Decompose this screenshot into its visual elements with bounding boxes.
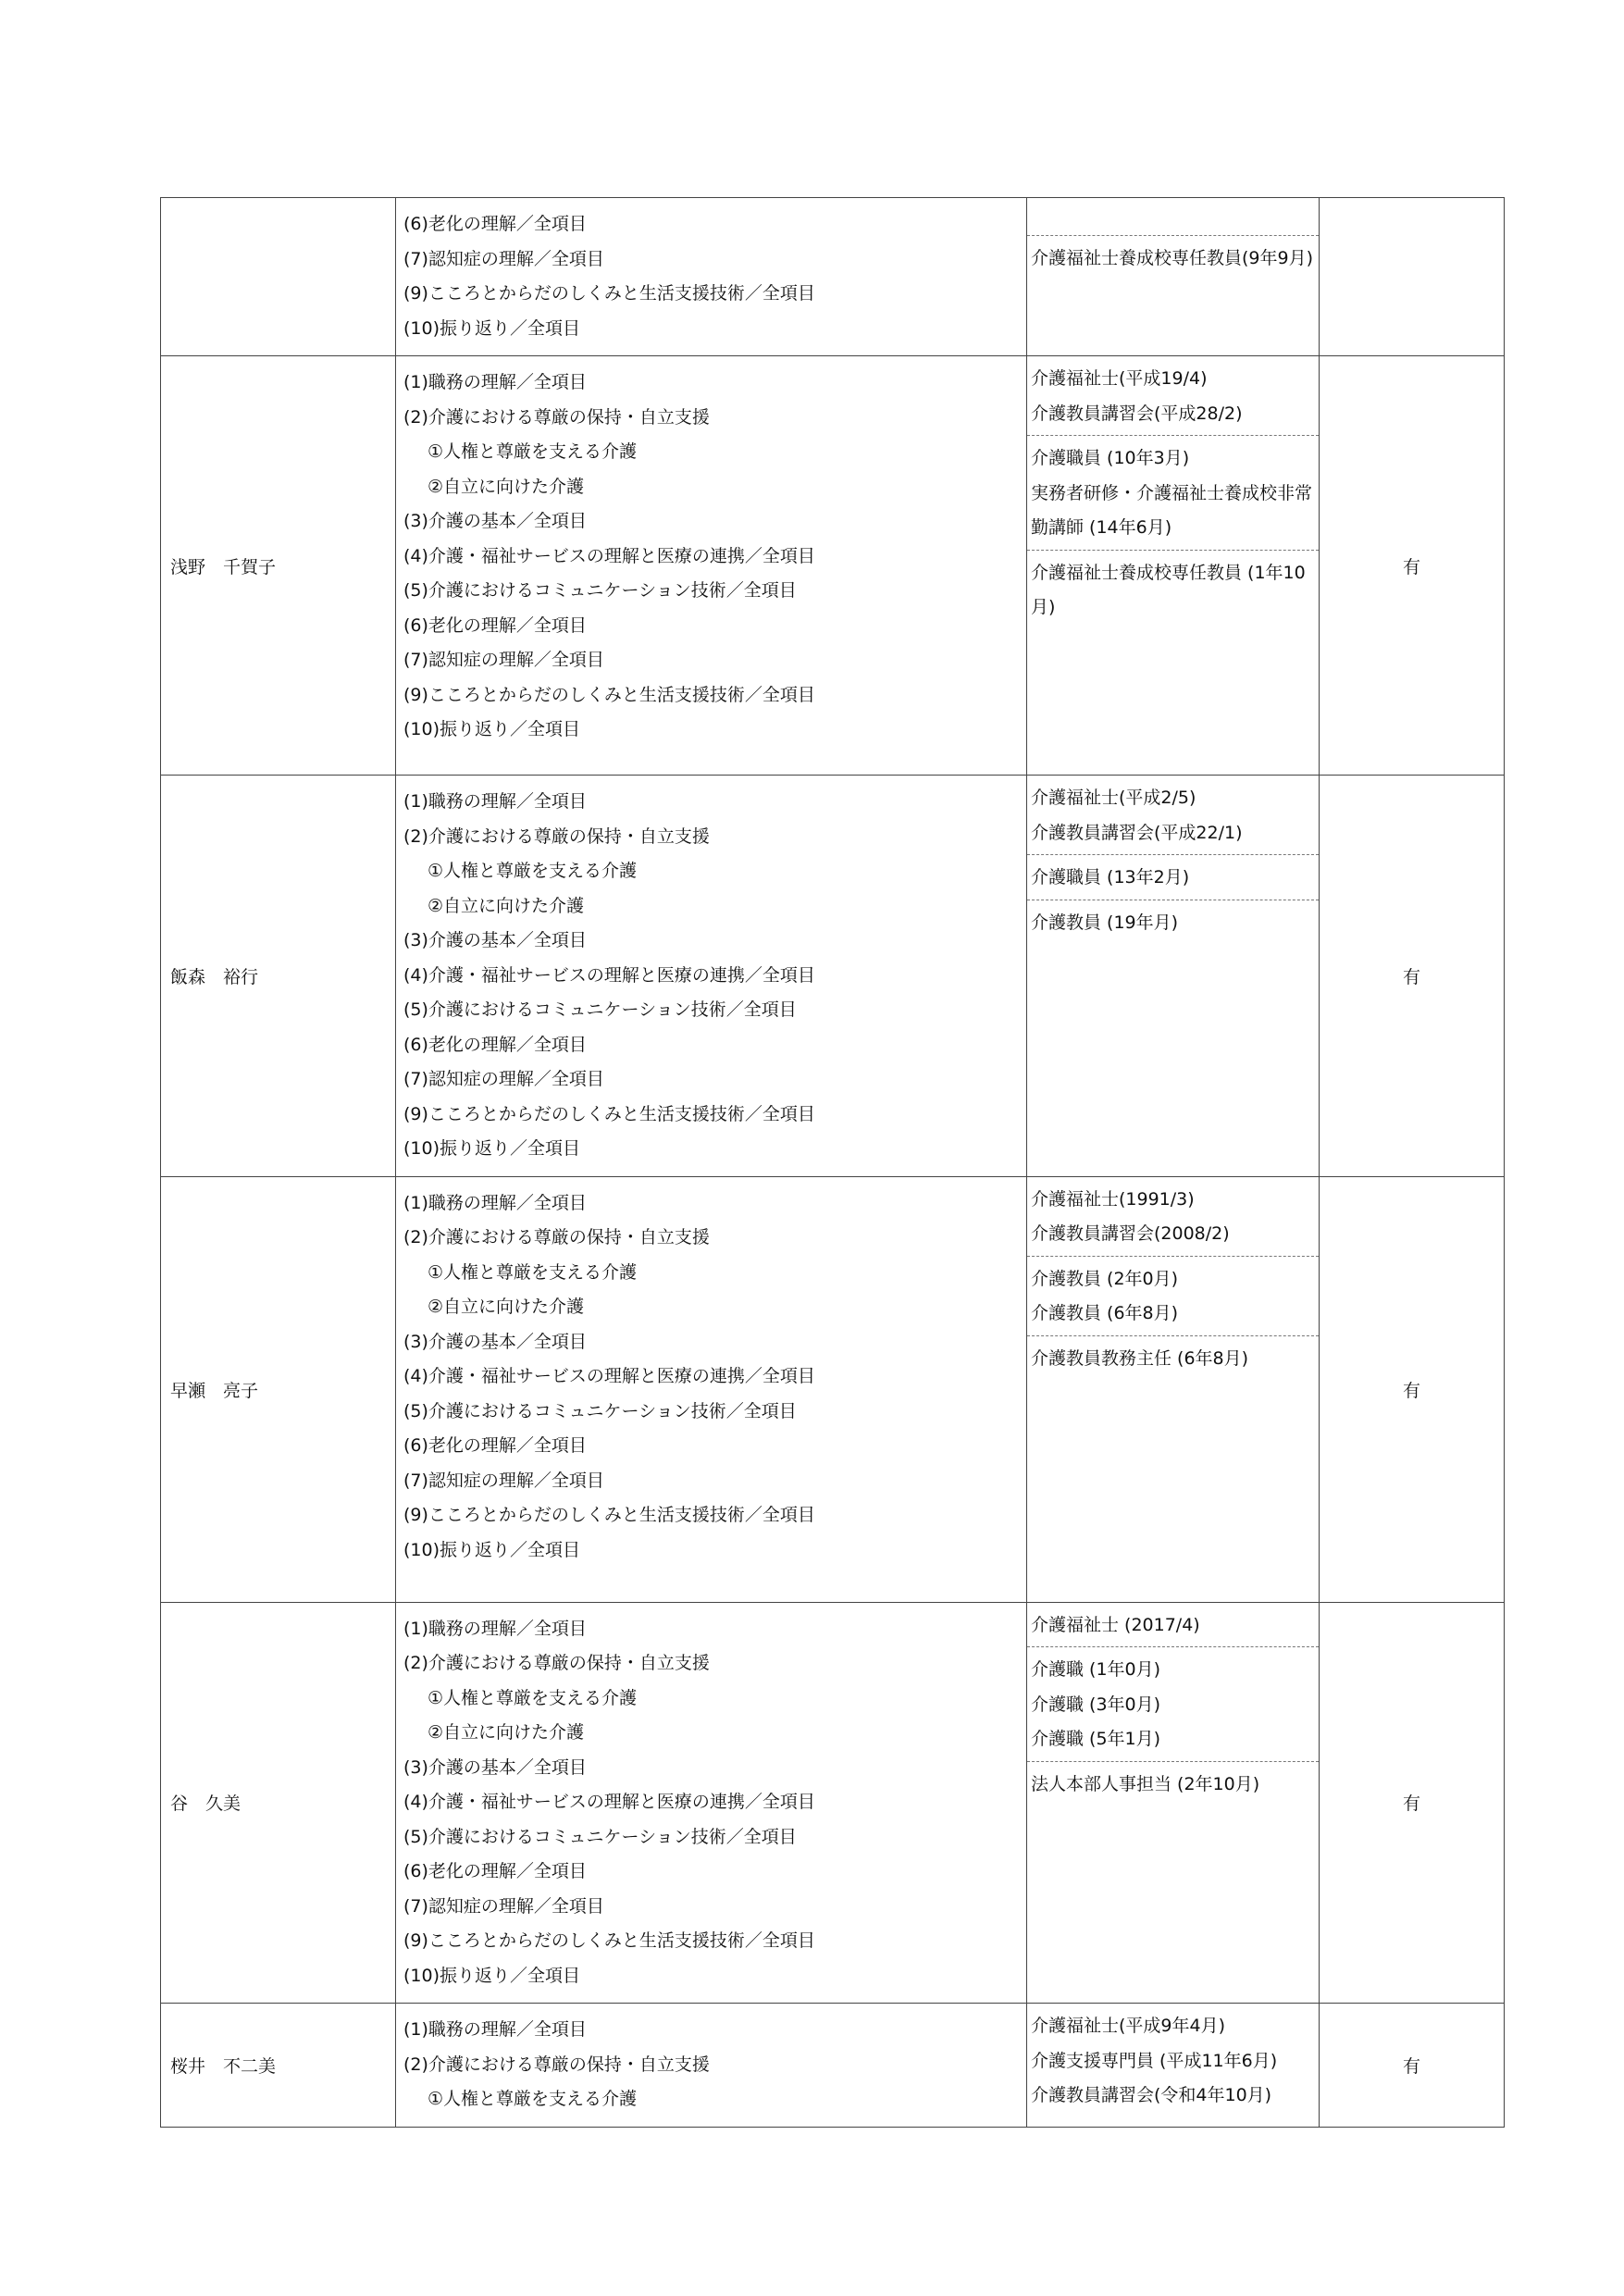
subject-item: (5)介護におけるコミュニケーション技術／全項目 xyxy=(403,1826,797,1847)
qualification-item: 介護教員講習会(平成22/1) xyxy=(1031,822,1243,843)
subject-item: (3)介護の基本／全項目 xyxy=(403,1756,587,1778)
availability-flag: 有 xyxy=(1320,776,1505,1177)
subject-item: (6)老化の理解／全項目 xyxy=(403,1034,587,1055)
subject-item: (3)介護の基本／全項目 xyxy=(403,511,587,531)
subject-item: (2)介護における尊厳の保持・自立支援 xyxy=(403,1227,710,1247)
qualification-item: 介護福祉士養成校専任教員 (1年10月) xyxy=(1031,562,1306,617)
qualification-item: 介護職 (5年1月) xyxy=(1031,1729,1161,1749)
subject-item: ①人権と尊厳を支える介護 xyxy=(428,1261,638,1283)
subject-item: (7)認知症の理解／全項目 xyxy=(403,650,604,670)
subject-item: ②自立に向けた介護 xyxy=(428,1297,585,1317)
subject-item: (7)認知症の理解／全項目 xyxy=(403,1470,604,1491)
subject-item: (4)介護・福祉サービスの理解と医療の連携／全項目 xyxy=(403,1366,815,1386)
subject-item: ①人権と尊厳を支える介護 xyxy=(428,2089,638,2109)
instructor-table xyxy=(160,197,1505,2128)
qualification-item: 介護職員 (10年3月) xyxy=(1031,448,1190,468)
qualification-item: 介護福祉士 (2017/4) xyxy=(1031,1614,1200,1635)
subject-item: ②自立に向けた介護 xyxy=(428,1722,585,1743)
qualification-item: 介護福祉士(平成2/5) xyxy=(1031,788,1196,808)
instructor-name: 桜井 不二美 xyxy=(161,2004,396,2128)
subject-list xyxy=(396,776,1027,1177)
subject-item: (5)介護におけるコミュニケーション技術／全項目 xyxy=(403,580,797,601)
qualification-item: 介護教員講習会(令和4年10月) xyxy=(1031,2085,1272,2105)
qualification-item: 介護福祉士養成校専任教員(9年9月) xyxy=(1031,248,1314,268)
qualification-item: 介護職員 (13年2月) xyxy=(1031,867,1190,887)
qualification-item: 介護福祉士(平成9年4月) xyxy=(1031,2016,1226,2036)
qualification-item: 介護教員 (2年0月) xyxy=(1031,1268,1179,1289)
qualification-item: 法人本部人事担当 (2年10月) xyxy=(1031,1773,1260,1794)
subject-item: (4)介護・福祉サービスの理解と医療の連携／全項目 xyxy=(403,964,815,986)
table-row xyxy=(161,2004,1505,2128)
qualification-group xyxy=(1027,1603,1319,1648)
subject-list xyxy=(396,1176,1027,1602)
subject-item: (7)認知症の理解／全項目 xyxy=(403,248,604,269)
availability-flag xyxy=(1320,198,1505,356)
qualification-group xyxy=(1027,1177,1319,1257)
qualification-group xyxy=(1027,1257,1319,1336)
table-row xyxy=(161,1602,1505,2004)
subject-item: (6)老化の理解／全項目 xyxy=(403,214,587,234)
qualification-item: 介護職 (3年0月) xyxy=(1031,1694,1161,1715)
table-row xyxy=(161,198,1505,356)
subject-item: ②自立に向けた介護 xyxy=(428,476,585,497)
subject-item: (6)老化の理解／全項目 xyxy=(403,1861,587,1881)
qualification-group xyxy=(1027,356,1319,436)
qualification-list xyxy=(1027,1176,1320,1602)
subject-item: (9)こころとからだのしくみと生活支援技術／全項目 xyxy=(403,1505,815,1525)
qualification-item: 介護職 (1年0月) xyxy=(1031,1659,1161,1680)
qualification-list xyxy=(1027,356,1320,776)
availability-flag: 有 xyxy=(1320,1176,1505,1602)
table-body xyxy=(161,198,1505,2128)
availability-flag: 有 xyxy=(1320,2004,1505,2128)
qualification-item: 介護教員 (6年8月) xyxy=(1031,1303,1179,1323)
table-row xyxy=(161,356,1505,776)
instructor-name: 飯森 裕行 xyxy=(161,776,396,1177)
subject-item: ②自立に向けた介護 xyxy=(428,895,585,916)
qualification-group xyxy=(1027,236,1319,280)
subject-item: ①人権と尊厳を支える介護 xyxy=(428,861,638,881)
subject-item: (6)老化の理解／全項目 xyxy=(403,1435,587,1456)
instructor-name xyxy=(161,198,396,356)
subject-item: (9)こころとからだのしくみと生活支援技術／全項目 xyxy=(403,1930,815,1951)
subject-item: (1)職務の理解／全項目 xyxy=(403,372,587,392)
subject-item: (10)振り返り／全項目 xyxy=(403,719,581,739)
subject-item: (1)職務の理解／全項目 xyxy=(403,1192,587,1213)
subject-item: (9)こころとからだのしくみと生活支援技術／全項目 xyxy=(403,684,815,705)
subject-item: (7)認知症の理解／全項目 xyxy=(403,1895,604,1917)
subject-item: (10)振り返り／全項目 xyxy=(403,1138,581,1159)
subject-item: (3)介護の基本／全項目 xyxy=(403,930,587,950)
subject-item: (10)振り返り／全項目 xyxy=(403,317,581,339)
subject-list xyxy=(396,198,1027,356)
subject-item: ①人権と尊厳を支える介護 xyxy=(428,441,638,462)
subject-item: (6)老化の理解／全項目 xyxy=(403,614,587,636)
instructor-name: 早瀬 亮子 xyxy=(161,1176,396,1602)
instructor-name: 浅野 千賀子 xyxy=(161,356,396,776)
qualification-item: 介護教員 (19年月) xyxy=(1031,912,1179,933)
subject-item: (9)こころとからだのしくみと生活支援技術／全項目 xyxy=(403,283,815,304)
qualification-list xyxy=(1027,2004,1320,2128)
subject-list xyxy=(396,1602,1027,2004)
qualification-group xyxy=(1027,776,1319,855)
qualification-group xyxy=(1027,855,1319,900)
qualification-group xyxy=(1027,2004,1319,2117)
subject-item: (9)こころとからだのしくみと生活支援技術／全項目 xyxy=(403,1103,815,1124)
table-row xyxy=(161,1176,1505,1602)
qualification-group xyxy=(1027,1336,1319,1381)
qualification-item: 介護福祉士(平成19/4) xyxy=(1031,368,1208,389)
subject-list xyxy=(396,356,1027,776)
qualification-item: 介護教員教務主任 (6年8月) xyxy=(1031,1347,1249,1369)
subject-item: (2)介護における尊厳の保持・自立支援 xyxy=(403,2054,710,2075)
subject-item: (5)介護におけるコミュニケーション技術／全項目 xyxy=(403,999,797,1020)
qualification-item: 介護教員講習会(2008/2) xyxy=(1031,1223,1230,1244)
qualification-list xyxy=(1027,198,1320,356)
qualification-item: 介護教員講習会(平成28/2) xyxy=(1031,403,1243,424)
subject-item: (2)介護における尊厳の保持・自立支援 xyxy=(403,406,710,428)
qualification-group xyxy=(1027,1762,1319,1806)
subject-item: (1)職務の理解／全項目 xyxy=(403,2019,587,2040)
subject-item: (3)介護の基本／全項目 xyxy=(403,1331,587,1352)
qualification-group xyxy=(1027,551,1319,629)
subject-item: (5)介護におけるコミュニケーション技術／全項目 xyxy=(403,1400,797,1421)
subject-list xyxy=(396,2004,1027,2128)
qualification-item: 実務者研修・介護福祉士養成校非常勤講師 (14年6月) xyxy=(1031,482,1313,538)
subject-item: (2)介護における尊厳の保持・自立支援 xyxy=(403,825,710,847)
subject-item: (4)介護・福祉サービスの理解と医療の連携／全項目 xyxy=(403,545,815,566)
subject-item: (1)職務の理解／全項目 xyxy=(403,791,587,812)
qualification-item: 介護支援専門員 (平成11年6月) xyxy=(1031,2050,1278,2071)
availability-flag: 有 xyxy=(1320,1602,1505,2004)
qualification-list xyxy=(1027,1602,1320,2004)
availability-flag: 有 xyxy=(1320,356,1505,776)
subject-item: (10)振り返り／全項目 xyxy=(403,1965,581,1986)
qualification-item: 介護福祉士(1991/3) xyxy=(1031,1188,1195,1210)
qualification-list xyxy=(1027,776,1320,1177)
instructor-name: 谷 久美 xyxy=(161,1602,396,2004)
table-row xyxy=(161,776,1505,1177)
qualification-group xyxy=(1027,1647,1319,1762)
qualification-group xyxy=(1027,198,1319,236)
subject-item: (4)介護・福祉サービスの理解と医療の連携／全項目 xyxy=(403,1792,815,1812)
qualification-group xyxy=(1027,900,1319,945)
subject-item: (1)職務の理解／全項目 xyxy=(403,1618,587,1639)
subject-item: ①人権と尊厳を支える介護 xyxy=(428,1687,638,1708)
subject-item: (2)介護における尊厳の保持・自立支援 xyxy=(403,1653,710,1673)
subject-item: (7)認知症の理解／全項目 xyxy=(403,1069,604,1089)
qualification-group xyxy=(1027,436,1319,551)
subject-item: (10)振り返り／全項目 xyxy=(403,1539,581,1560)
